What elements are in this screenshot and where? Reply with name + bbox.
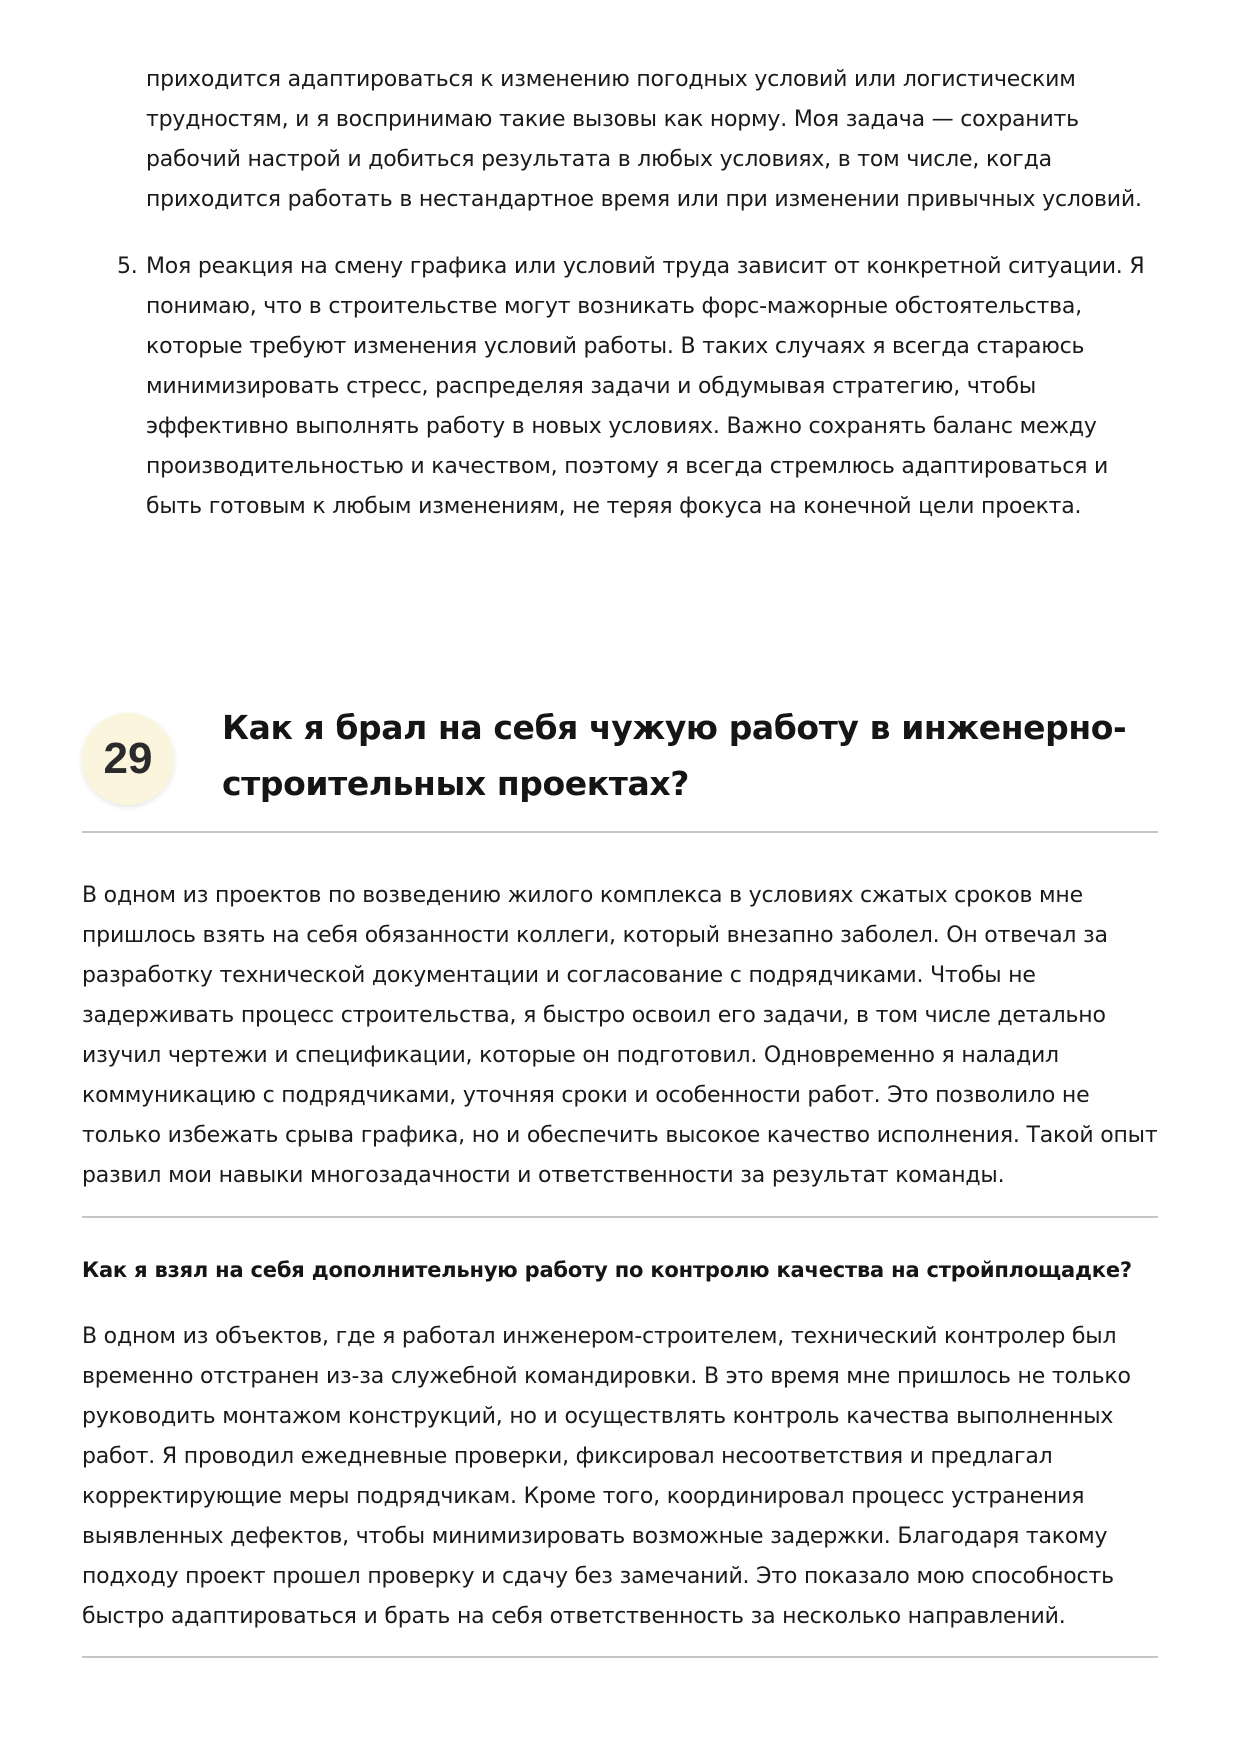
text-line: подходу проект прошел проверку и сдачу без замечаний. Это показало мою способность xyxy=(82,1564,1114,1589)
title-line: строительных проектах? xyxy=(222,764,689,803)
text-line: разработку технической документации и согласование с подрядчиками. Чтобы не xyxy=(82,963,1036,988)
answer-paragraph xyxy=(82,876,1167,1196)
section-header xyxy=(82,700,1158,832)
text-line: корректирующие меры подрядчикам. Кроме того, координировал процесс устранения xyxy=(82,1484,1085,1509)
text-line: рабочий настрой и добиться результата в любых условиях, в том числе, когда xyxy=(146,147,1052,172)
text-line: производительностью и качеством, поэтому я всегда стремлюсь адаптироваться и xyxy=(146,454,1109,479)
divider xyxy=(82,1216,1158,1218)
text-line: работ. Я проводил ежедневные проверки, фиксировал несоответствия и предлагал xyxy=(82,1444,1053,1469)
list-item-continuation xyxy=(146,60,1156,220)
text-line: выявленных дефектов, чтобы минимизировать возможные задержки. Благодаря такому xyxy=(82,1524,1108,1549)
text-line: эффективно выполнять работу в новых условиях. Важно сохранять баланс между xyxy=(146,414,1097,439)
text-line: пришлось взять на себя обязанности коллеги, который внезапно заболел. Он отвечал за xyxy=(82,923,1108,948)
text-line: Моя реакция на смену графика или условий труда зависит от конкретной ситуации. Я xyxy=(146,254,1145,279)
divider xyxy=(82,831,1158,833)
text-line: быстро адаптироваться и брать на себя ответственность за несколько направлений. xyxy=(82,1604,1066,1629)
divider xyxy=(82,1656,1158,1658)
text-line: руководить монтажом конструкций, но и осуществлять контроль качества выполненных xyxy=(82,1404,1114,1429)
text-line: В одном из объектов, где я работал инженером-строителем, технический контролер был xyxy=(82,1324,1117,1349)
text-line: только избежать срыва графика, но и обеспечить высокое качество исполнения. Такой опыт xyxy=(82,1123,1158,1148)
text-line: быть готовым к любым изменениям, не теряя фокуса на конечной цели проекта. xyxy=(146,494,1082,519)
section-number-badge: 29 xyxy=(82,713,174,805)
text-line: понимаю, что в строительстве могут возникать форс-мажорные обстоятельства, xyxy=(146,294,1082,319)
text-line: которые требуют изменения условий работы. В таких случаях я всегда стараюсь xyxy=(146,334,1085,359)
title-line: Как я брал на себя чужую работу в инженерно- xyxy=(222,708,1127,747)
text-line: задерживать процесс строительства, я быстро освоил его задачи, в том числе детально xyxy=(82,1003,1106,1028)
text-line: приходится работать в нестандартное время или при изменении привычных условий. xyxy=(146,187,1142,212)
text-line: коммуникацию с подрядчиками, уточняя сроки и особенности работ. Это позволило не xyxy=(82,1083,1090,1108)
text-line: развил мои навыки многозадачности и ответственности за результат команды. xyxy=(82,1163,1005,1188)
text-line: В одном из проектов по возведению жилого комплекса в условиях сжатых сроков мне xyxy=(82,883,1083,908)
list-number: 5. xyxy=(117,254,138,279)
sub-answer-paragraph xyxy=(82,1317,1167,1637)
text-line: трудностям, и я воспринимаю такие вызовы как норму. Моя задача — сохранить xyxy=(146,107,1079,132)
sub-question: Как я взял на себя дополнительную работу по контролю качества на стройплощадке? xyxy=(82,1258,1132,1282)
text-line: изучил чертежи и спецификации, которые он подготовил. Одновременно я наладил xyxy=(82,1043,1059,1068)
section-title xyxy=(222,700,1158,812)
text-line: минимизировать стресс, распределяя задачи и обдумывая стратегию, чтобы xyxy=(146,374,1037,399)
text-line: временно отстранен из-за служебной командировки. В это время мне пришлось не только xyxy=(82,1364,1131,1389)
list-item-5 xyxy=(117,247,1156,527)
text-line: приходится адаптироваться к изменению погодных условий или логистическим xyxy=(146,67,1076,92)
